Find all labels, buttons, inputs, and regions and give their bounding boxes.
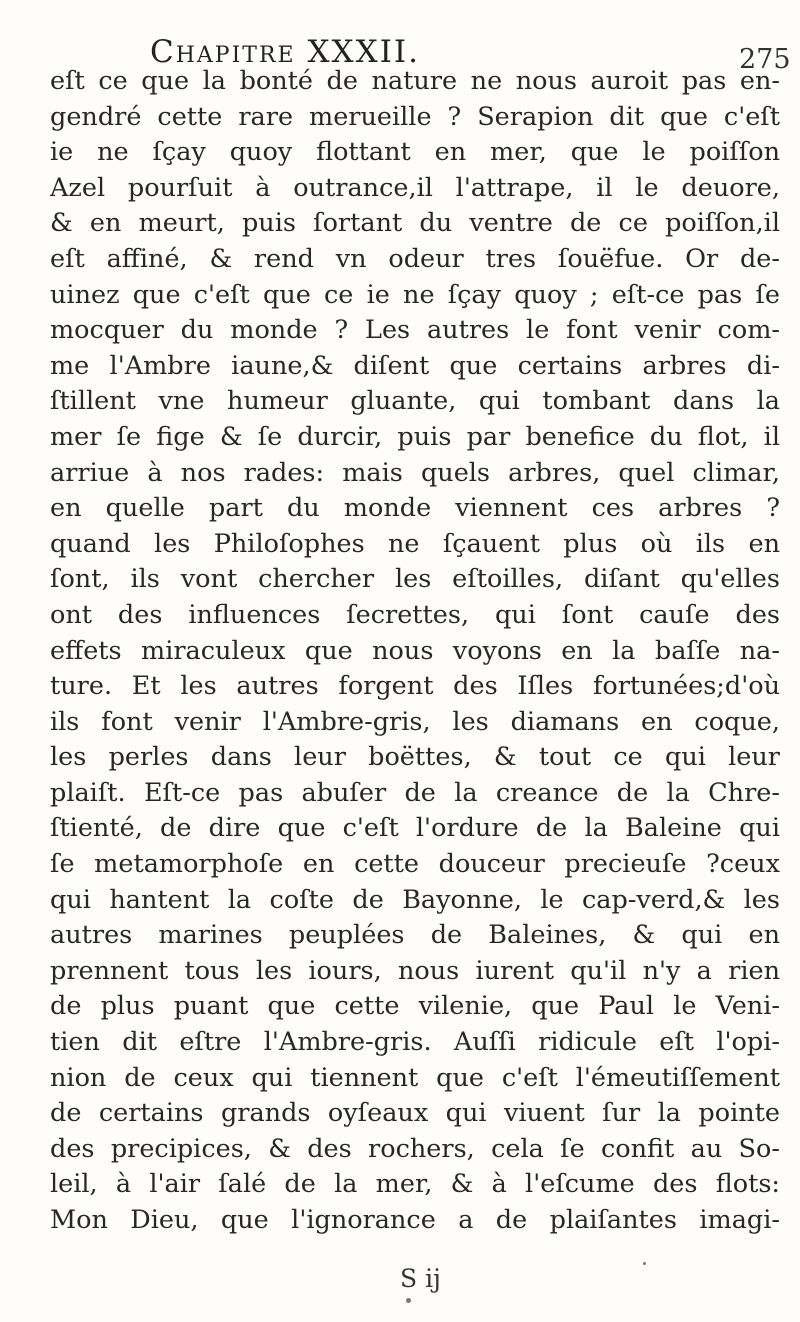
text-line: quand les Philoſophes ne ſçauent plus où ils en	[50, 528, 780, 559]
text-line: qui hantent la coſte de Bayonne, le cap-verd,& les	[50, 884, 780, 915]
body-text	[50, 64, 780, 1239]
text-line: & en meurt, puis ſortant du ventre de ce poiſſon,il	[50, 208, 780, 239]
text-line: ils font venir l'Ambre-gris, les diamans en coque,	[50, 706, 780, 737]
text-line: autres marines peuplées de Baleines, & qui en	[50, 920, 780, 951]
page-number: 275	[739, 44, 791, 75]
text-line: prennent tous les iours, nous iurent qu'il n'y a rien	[50, 955, 780, 986]
signature-mark: S ij	[400, 1264, 441, 1293]
text-line: de plus puant que cette vilenie, que Paul le Veni-	[50, 991, 780, 1022]
text-line: ture. Et les autres forgent des Iſles fortunées;d'où	[50, 671, 780, 702]
text-line: ie ne ſçay quoy flottant en mer, que le poiſſon	[50, 137, 780, 168]
text-line: eſt affiné, & rend vn odeur tres ſouëfue. Or de-	[50, 243, 780, 274]
text-line: gendré cette rare merueille ? Serapion dit que c'eſt	[50, 101, 780, 132]
text-line: en quelle part du monde viennent ces arbres ?	[50, 493, 780, 524]
text-line: effets miraculeux que nous voyons en la baſſe na-	[50, 635, 780, 666]
text-line: ont des influences ſecrettes, qui ſont cauſe des	[50, 599, 780, 630]
text-line: plaiſt. Eſt-ce pas abuſer de la creance de la Chre-	[50, 777, 780, 808]
chapter-title: Chapitre XXXII.	[150, 34, 420, 70]
text-line: des precipices, & des rochers, cela ſe confit au So-	[50, 1133, 780, 1164]
text-line: les perles dans leur boëttes, & tout ce qui leur	[50, 742, 780, 773]
text-line: nion de ceux qui tiennent que c'eſt l'émeutiſſement	[50, 1062, 780, 1093]
ink-speck	[643, 1262, 646, 1265]
text-line: ſe metamorphoſe en cette douceur precieuſe ?ceux	[50, 849, 780, 880]
text-line: uinez que c'eſt que ce ie ne ſçay quoy ; eſt-ce pas ſe	[50, 279, 780, 310]
text-line: ſont, ils vont chercher les eſtoilles, diſant qu'elles	[50, 564, 780, 595]
ink-speck	[406, 1298, 411, 1303]
text-line: ſtienté, de dire que c'eſt l'ordure de la Baleine qui	[50, 813, 780, 844]
text-line: mer ſe fige & ſe durcir, puis par benefice du flot, il	[50, 421, 780, 452]
text-line: eſt ce que la bonté de nature ne nous auroit pas en-	[50, 66, 780, 96]
text-line: Mon Dieu, que l'ignorance a de plaiſantes imagi-	[50, 1205, 780, 1235]
text-line: leil, à l'air ſalé de la mer, & à l'eſcume des flots:	[50, 1169, 780, 1200]
text-line: me l'Ambre iaune,& diſent que certains arbres di-	[50, 350, 780, 381]
text-line: tien dit eſtre l'Ambre-gris. Auſſi ridicule eſt l'opi-	[50, 1027, 780, 1058]
running-header	[0, 14, 800, 75]
text-line: arriue à nos rades: mais quels arbres, quel climar,	[50, 457, 780, 488]
text-line: de certains grands oyſeaux qui viuent ſur la pointe	[50, 1098, 780, 1129]
text-line: Azel pourſuit à outrance,il l'attrape, il le deuore,	[50, 172, 780, 203]
text-line: mocquer du monde ? Les autres le font venir com-	[50, 315, 780, 346]
text-line: ſtillent vne humeur gluante, qui tombant dans la	[50, 386, 780, 417]
